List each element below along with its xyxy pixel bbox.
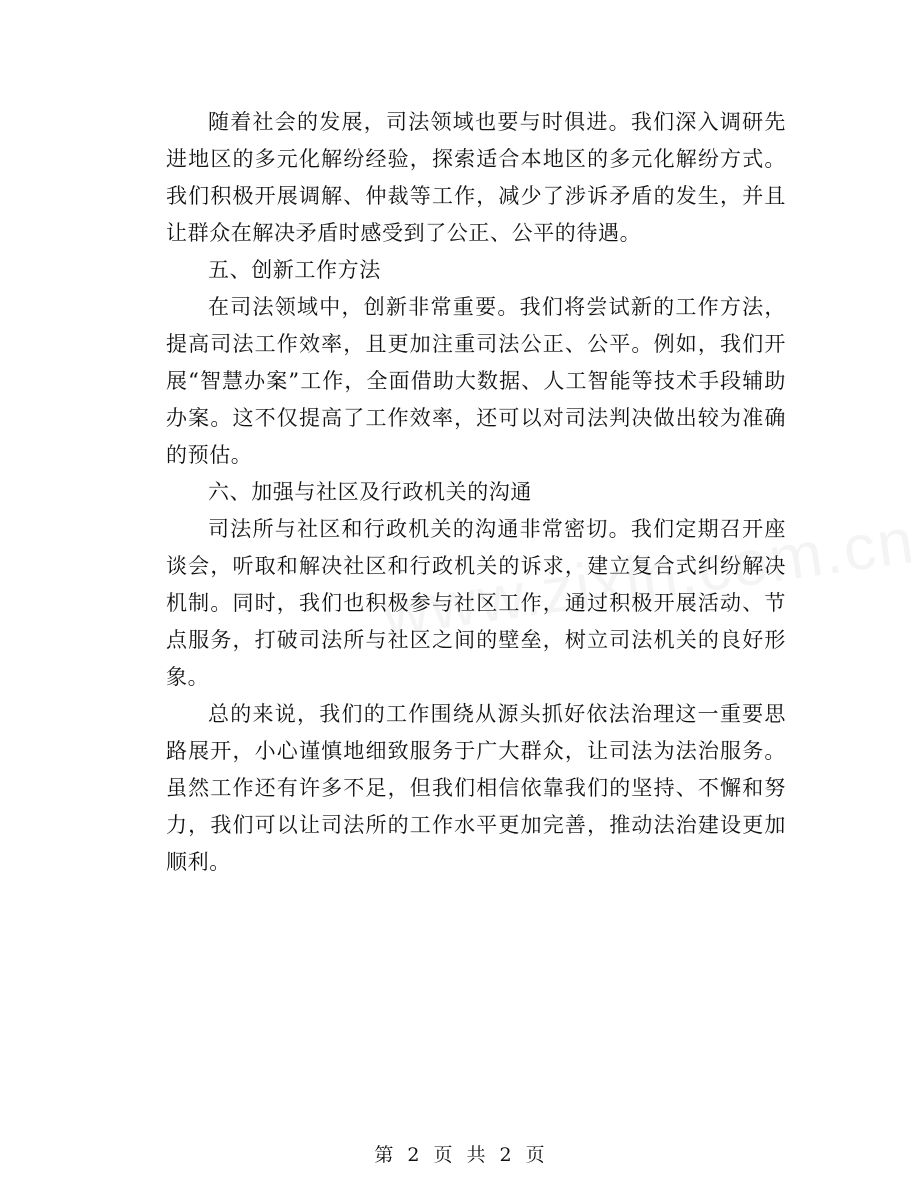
paragraph-innovation: 在司法领域中，创新非常重要。我们将尝试新的工作方法，提高司法工作效率，且更加注重司法公正、公平。例如，我们开展“智慧办案”工作，全面借助大数据、人工智能等技术手段辅助办案。这不仅提高了工作效率，还可以对司法判决做出较为准确的预估。 <box>166 295 786 467</box>
paragraph-communication: 司法所与社区和行政机关的沟通非常密切。我们定期召开座谈会，听取和解决社区和行政机关的诉求，建立复合式纠纷解决机制。同时，我们也积极参与社区工作，通过积极开展活动、节点服务，打破司法所与社区之间的壁垒，树立司法机关的良好形象。 <box>166 517 786 689</box>
paragraph-diversified-dispute-resolution: 随着社会的发展，司法领域也要与时俱进。我们深入调研先进地区的多元化解纷经验，探索适合本地区的多元化解纷方式。我们积极开展调解、仲裁等工作，减少了涉诉矛盾的发生，并且让群众在解决矛盾时感受到了公正、公平的待遇。 <box>166 110 786 245</box>
page-footer: 第 2 页 共 2 页 <box>374 1144 546 1166</box>
paragraph-summary: 总的来说，我们的工作围绕从源头抓好依法治理这一重要思路展开，小心谨慎地细致服务于广大群众，让司法为法治服务。虽然工作还有许多不足，但我们相信依靠我们的坚持、不懈和努力，我们可以让司法所的工作水平更加完善，推动法治建设更加顺利。 <box>166 702 786 874</box>
document-body <box>166 104 786 881</box>
section-heading-innovation: 五、创新工作方法 <box>208 258 381 282</box>
section-heading-communication: 六、加强与社区及行政机关的沟通 <box>208 480 532 504</box>
